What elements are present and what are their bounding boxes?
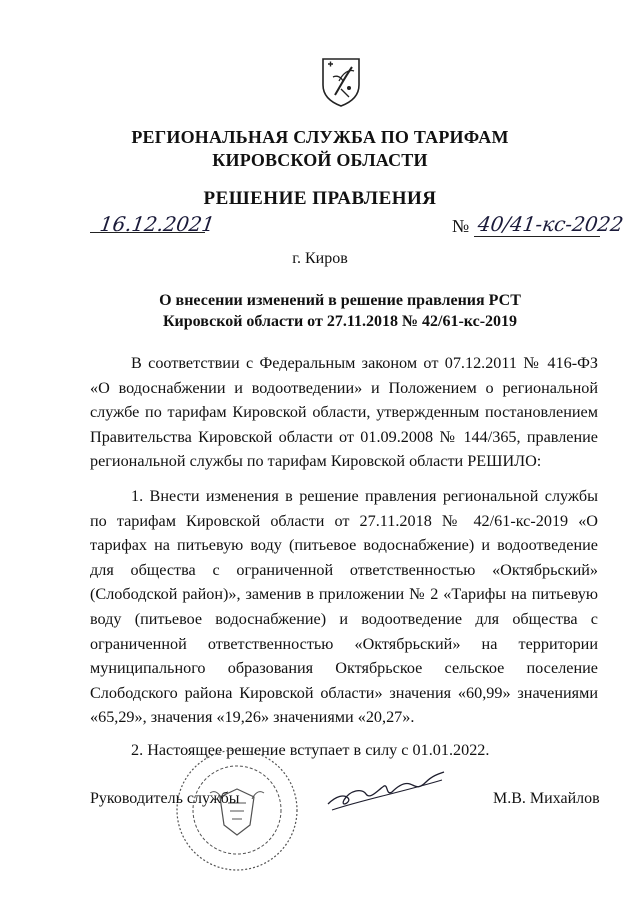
organization-name-line1: РЕГИОНАЛЬНАЯ СЛУЖБА ПО ТАРИФАМ xyxy=(131,127,509,147)
date-underline xyxy=(90,232,205,233)
body-paragraph-1: В соответствии с Федеральным законом от 07.12.2011 № 416-ФЗ «О водоснабжении и водоотведении» и Положением о региональной службе по тарифам Кировской области, утвержденным постановлением Правительства Кировской области от 01.09.2008 № 144/365, правление региональной службы по тарифам Кировской области РЕШИЛО: xyxy=(90,354,598,471)
signatory-name: М.В. Михайлов xyxy=(493,790,600,807)
number-underline xyxy=(474,236,600,237)
document-title: РЕШЕНИЕ ПРАВЛЕНИЯ xyxy=(203,188,437,209)
coat-of-arms-icon xyxy=(319,55,363,107)
city-line: г. Киров xyxy=(292,250,348,267)
body-paragraph-2: 1. Внести изменения в решение правления региональной службы по тарифам Кировской области от 27.11.2018 № 42/61-кс-2019 «О тарифах на питьевую воду (питьевое водоснабжение) и водоотведение для общества с ограниченной ответственностью «Октябрьский» (Слободской район)», заменив в приложении № 2 «Тарифы на питьевую воду (питьевое водоснабжение) и водоотведение для общества с ограниченной ответственностью «Октябрьский» на территории муниципального образования Октябрьское сельское поселение Слободского района Кировской области» значения «60,99» значениями «65,29», значения «19,26» значениями «20,27». xyxy=(90,487,598,727)
signatory-position: Руководитель службы xyxy=(90,790,240,807)
document-date: 16.12.2021 xyxy=(98,212,217,236)
official-seal-stamp xyxy=(170,745,305,875)
document-number: 40/41-кс-2022 xyxy=(476,212,625,236)
document-subject: О внесении изменений в решение правления РСТ Кировской области от 27.11.2018 № 42/61-кс-2019 xyxy=(159,292,521,330)
body-paragraph-3: 2. Настоящее решение вступает в силу с 01.01.2022. xyxy=(131,741,490,759)
organization-name-line2: КИРОВСКОЙ ОБЛАСТИ xyxy=(212,150,428,170)
number-sign: № xyxy=(452,216,470,236)
handwritten-signature xyxy=(322,770,447,818)
